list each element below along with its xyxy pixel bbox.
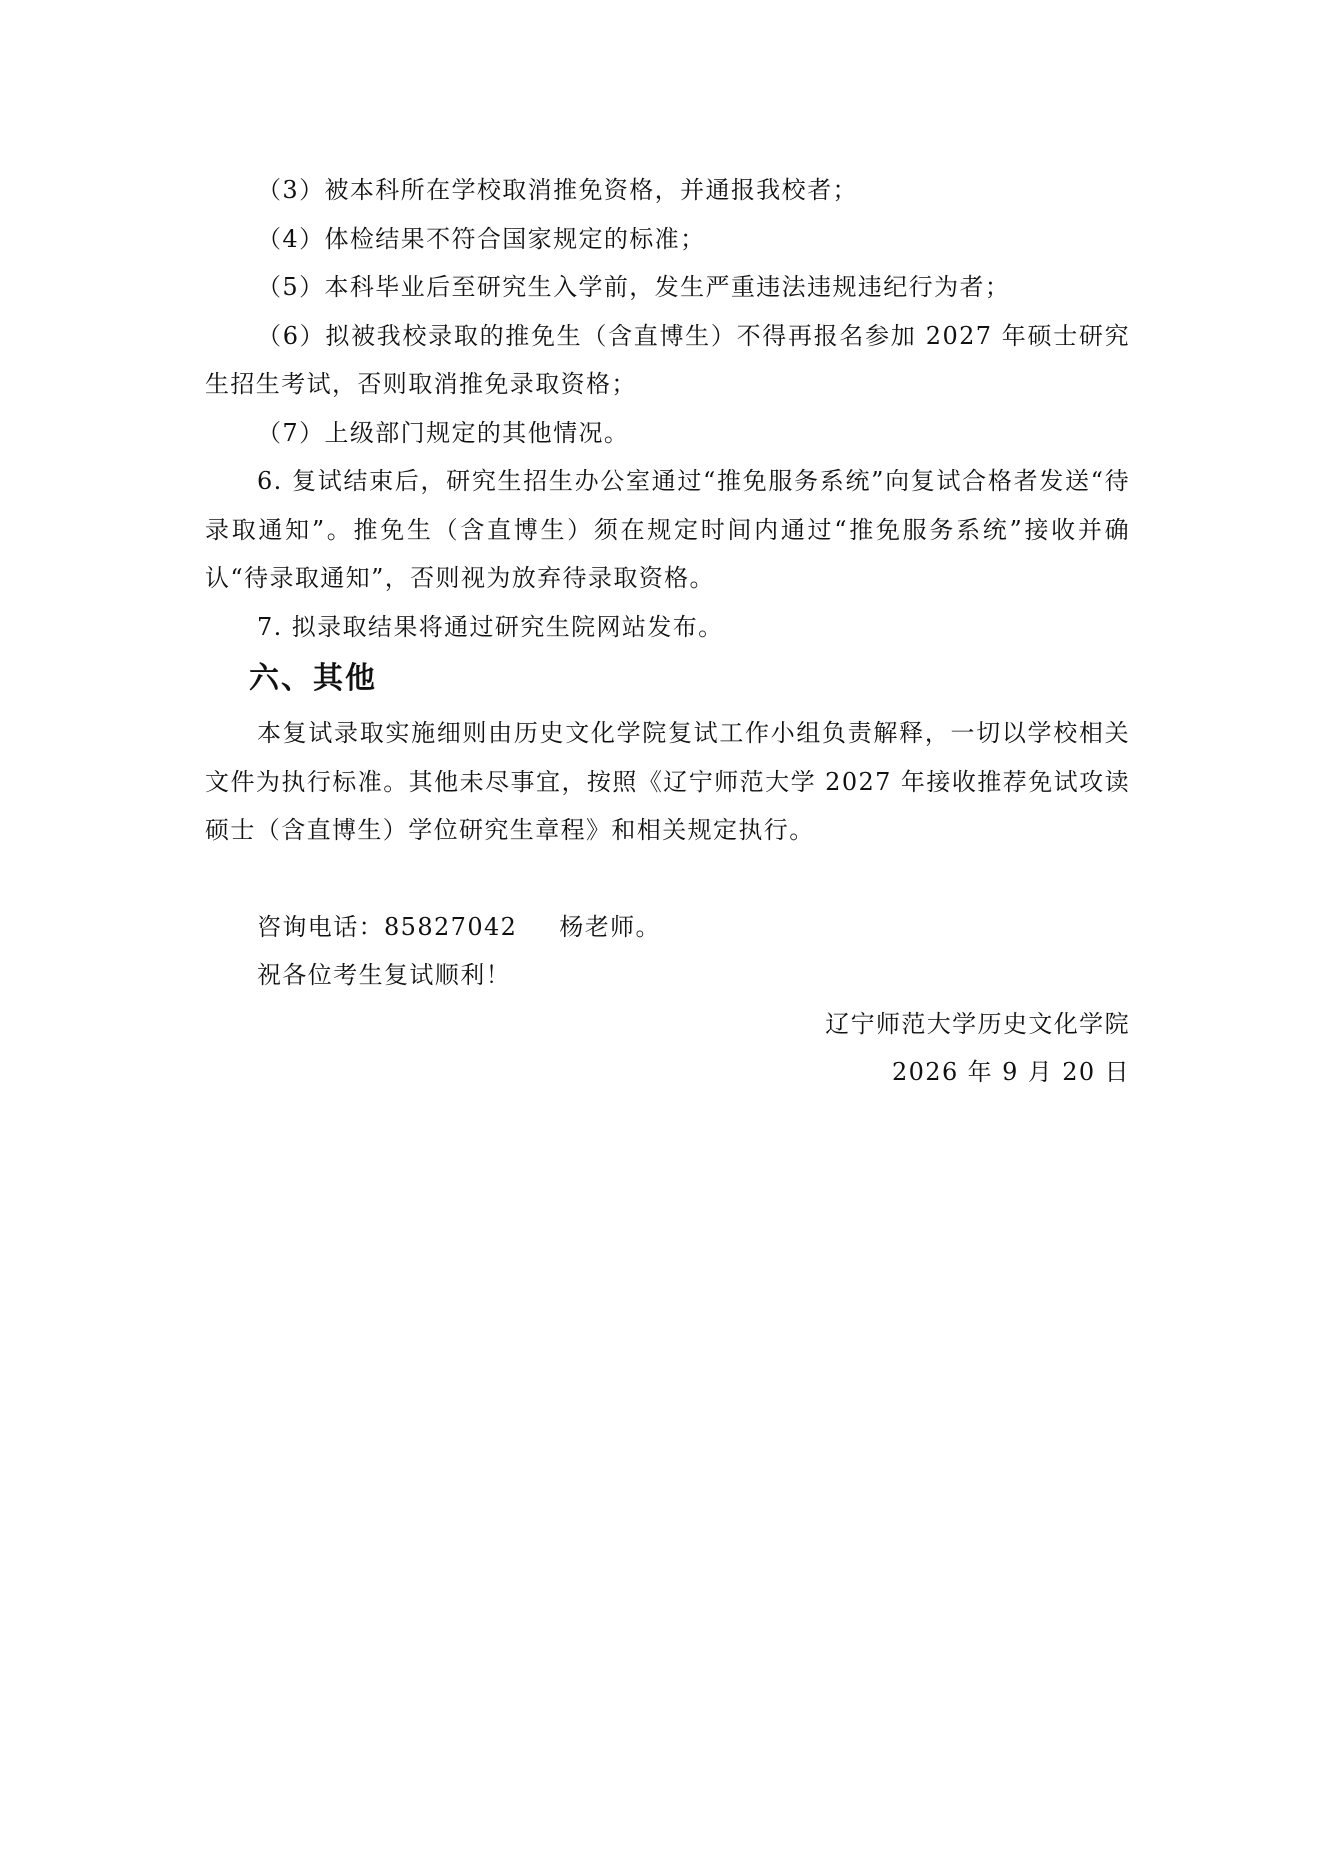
contact-phone: 咨询电话：85827042: [257, 912, 518, 941]
contact-line: [205, 903, 1130, 952]
condition-item-7: （7）上级部门规定的其他情况。: [257, 418, 630, 447]
point-7-paragraph: 7. 拟录取结果将通过研究生院网站发布。: [257, 612, 724, 641]
condition-item-3: （3）被本科所在学校取消推免资格，并通报我校者；: [257, 176, 858, 204]
signature-date: 2026 年 9 月 20 日: [891, 1058, 1130, 1086]
document-body: [205, 166, 1130, 1097]
section-other-paragraph: 本复试录取实施细则由历史文化学院复试工作小组负责解释，一切以学校相关文件为执行标准。其他未尽事宜，按照《辽宁师范大学 2027 年接收推荐免试攻读硕士（含直博生）学位研究生章程》和相关规定执行。: [205, 719, 1130, 844]
condition-item-5: （5）本科毕业后至研究生入学前，发生严重违法违规违纪行为者；: [257, 273, 1011, 301]
contact-teacher: 杨老师。: [559, 912, 661, 941]
blank-line: [205, 855, 1130, 903]
section-heading-other: 六、其他: [249, 661, 377, 696]
condition-item-6: （6）拟被我校录取的推免生（含直博生）不得再报名参加 2027 年硕士研究生招生考试，否则取消推免录取资格；: [205, 321, 1130, 398]
good-luck-line: 祝各位考生复试顺利！: [257, 961, 511, 989]
point-6-paragraph: 6. 复试结束后，研究生招生办公室通过“推免服务系统”向复试合格者发送“待录取通知”。推免生（含直博生）须在规定时间内通过“推免服务系统”接收并确认“待录取通知”，否则视为放弃待录取资格。: [205, 467, 1130, 592]
signature-organization: 辽宁师范大学历史文化学院: [825, 1009, 1130, 1038]
condition-item-4: （4）体检结果不符合国家规定的标准；: [257, 224, 706, 253]
